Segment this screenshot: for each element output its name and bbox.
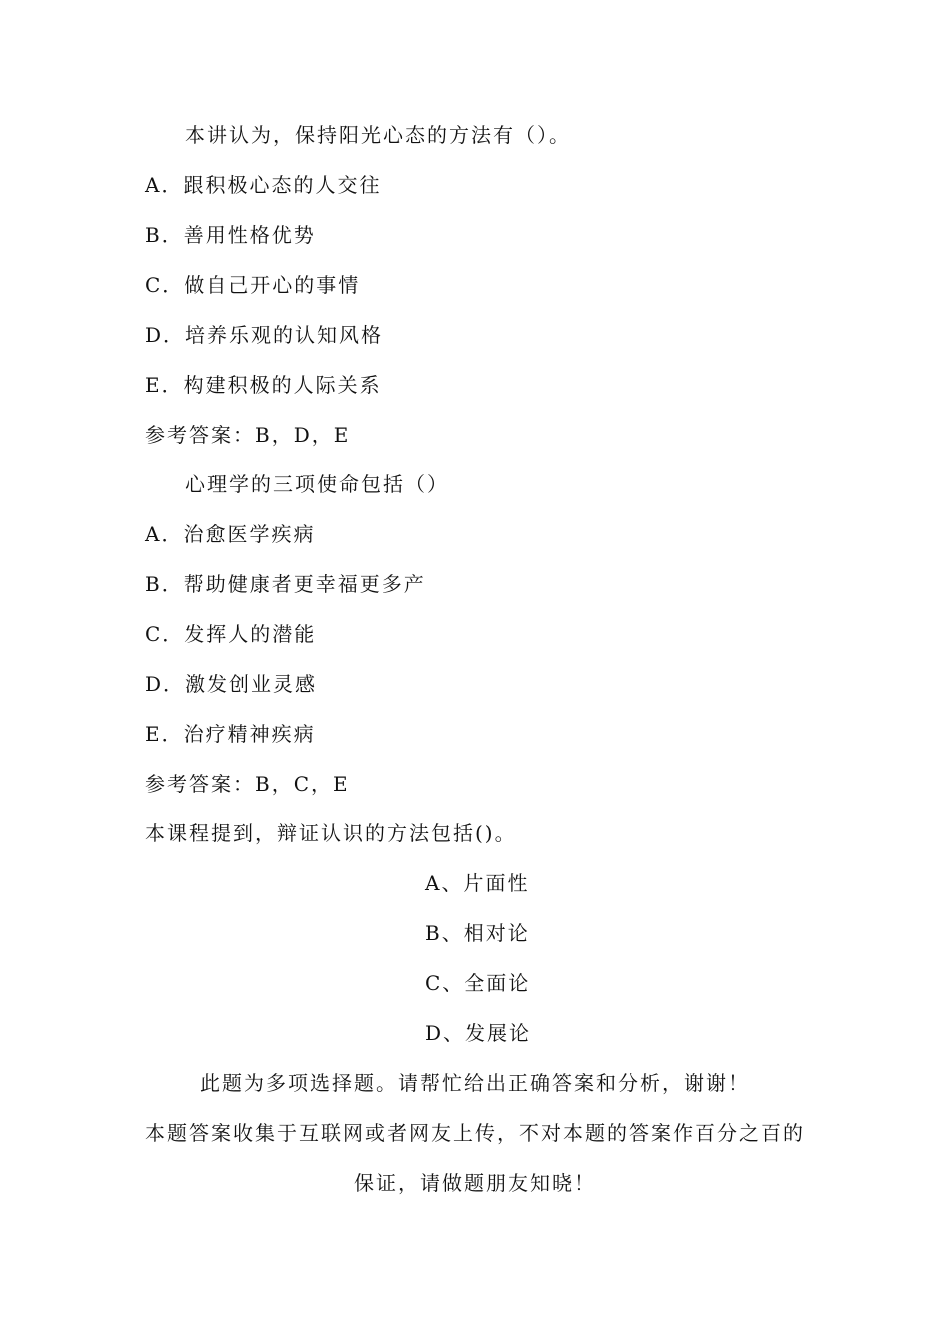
disclaimer-line-2: 保证，请做题朋友知晓！ xyxy=(354,1171,596,1195)
q1-option-d: D．培养乐观的认知风格 xyxy=(145,323,384,347)
q2-option-b: B．帮助健康者更幸福更多产 xyxy=(145,572,426,596)
q2-option-d: D．激发创业灵感 xyxy=(145,672,318,696)
q2-option-a: A．治愈医学疾病 xyxy=(145,522,316,546)
q1-option-c: C．做自己开心的事情 xyxy=(145,273,361,297)
q3-option-c: C、全面论 xyxy=(425,971,531,995)
q1-option-b: B．善用性格优势 xyxy=(145,223,316,247)
q1-option-e: E．构建积极的人际关系 xyxy=(145,373,382,397)
q3-stem: 本课程提到，辩证认识的方法包括()。 xyxy=(145,821,517,845)
q2-answer: 参考答案：B，C，E xyxy=(145,772,350,796)
q1-option-a: A．跟积极心态的人交往 xyxy=(145,173,382,197)
q3-note: 此题为多项选择题。请帮忙给出正确答案和分析，谢谢！ xyxy=(200,1071,750,1095)
q3-option-a: A、片面性 xyxy=(425,871,530,895)
q2-option-e: E．治疗精神疾病 xyxy=(145,722,316,746)
q1-answer: 参考答案：B，D，E xyxy=(145,423,351,447)
disclaimer-line-1: 本题答案收集于互联网或者网友上传，不对本题的答案作百分之百的 xyxy=(145,1121,805,1145)
q2-option-c: C．发挥人的潜能 xyxy=(145,622,317,646)
q3-option-b: B、相对论 xyxy=(425,921,530,945)
q1-stem: 本讲认为，保持阳光心态的方法有（）。 xyxy=(185,123,571,147)
q2-stem: 心理学的三项使命包括（） xyxy=(185,472,449,496)
q3-option-d: D、发展论 xyxy=(425,1021,532,1045)
